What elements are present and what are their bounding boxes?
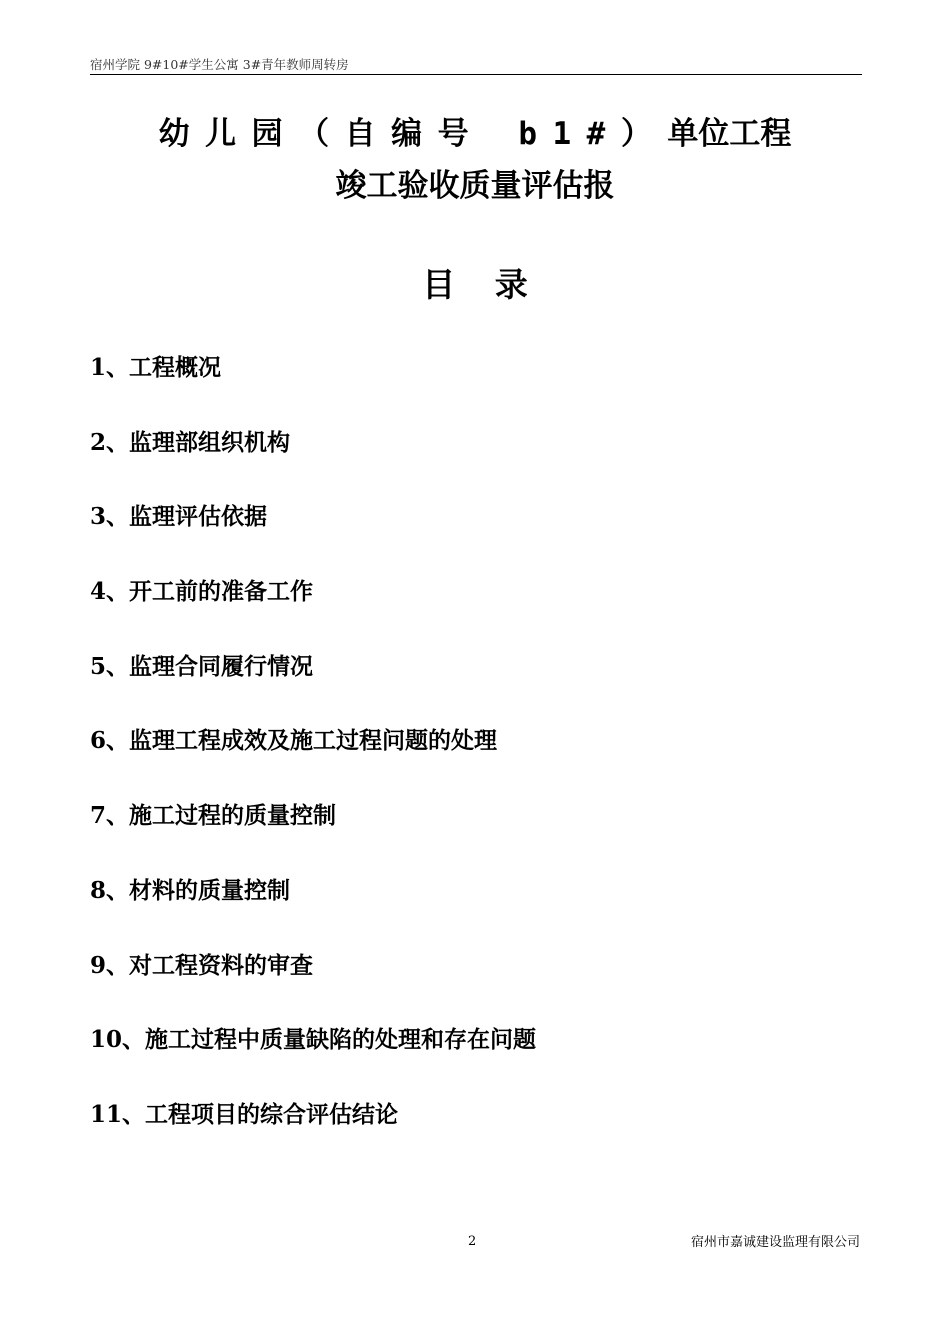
toc-item: 9、对工程资料的审查 <box>90 951 314 979</box>
page-header <box>90 56 862 75</box>
header-text: 宿州学院 9#10#学生公寓 3#青年教师周转房 <box>90 57 349 72</box>
toc-heading: 目录 <box>422 265 568 304</box>
toc-item: 10、施工过程中质量缺陷的处理和存在问题 <box>90 1026 537 1054</box>
toc-item: 8、材料的质量控制 <box>90 876 291 904</box>
page-number: 2 <box>468 1234 477 1249</box>
toc-item: 2、监理部组织机构 <box>90 428 291 456</box>
toc-item: 6、监理工程成效及施工过程问题的处理 <box>90 727 498 755</box>
title-line1-spaced: 幼儿园（自编号 b1#） <box>158 116 668 152</box>
toc-item: 5、监理合同履行情况 <box>90 652 314 680</box>
toc-item: 3、监理评估依据 <box>90 503 268 531</box>
toc-list <box>90 350 850 1172</box>
document-title-line1 <box>0 112 950 156</box>
title-line1-rest: 单位工程 <box>667 116 792 152</box>
footer-company: 宿州市嘉诚建设监理有限公司 <box>690 1235 860 1250</box>
document-title-line2: 竣工验收质量评估报 <box>335 168 615 204</box>
toc-item: 4、开工前的准备工作 <box>90 578 314 606</box>
toc-item: 11、工程项目的综合评估结论 <box>90 1100 399 1128</box>
toc-item: 1、工程概况 <box>90 354 222 381</box>
toc-item: 7、施工过程的质量控制 <box>90 802 337 830</box>
